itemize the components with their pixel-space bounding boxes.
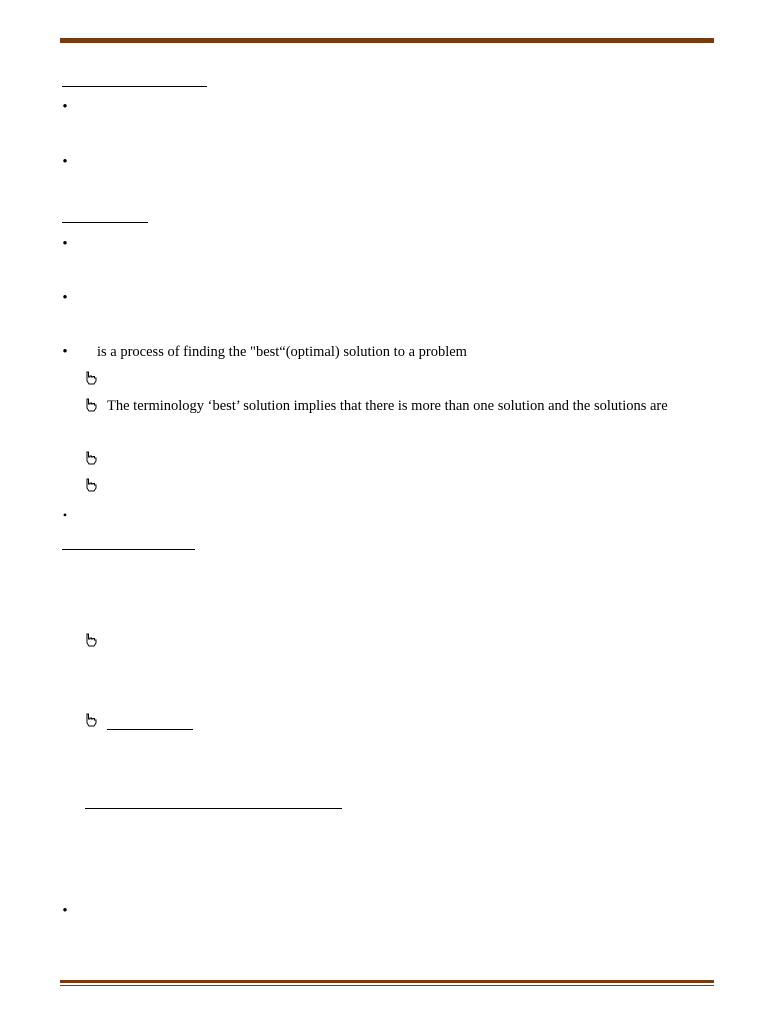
hand-pointer-icon — [85, 478, 99, 492]
section-heading-underline-2 — [62, 222, 148, 223]
bullet: • — [62, 290, 68, 306]
hand-pointer-icon — [85, 713, 99, 727]
section-heading-underline-3 — [62, 549, 195, 550]
bullet: • — [62, 99, 68, 115]
footer-rule — [60, 980, 714, 983]
section-heading-underline-1 — [62, 86, 207, 87]
subsection-heading-underline — [85, 808, 342, 809]
bullet: • — [62, 508, 68, 522]
hand-pointer-icon — [85, 398, 99, 412]
hand-pointer-icon — [85, 633, 99, 647]
hand-pointer-icon — [85, 451, 99, 465]
optimization-definition: is a process of finding the "best“(optimal) solution to a problem — [97, 344, 467, 360]
footer-rule-thin — [60, 985, 714, 986]
header-rule — [60, 38, 714, 43]
bullet: • — [62, 344, 68, 360]
bullet: • — [62, 903, 68, 919]
sub-heading-underline — [107, 729, 193, 730]
terminology-text: The terminology ‘best’ solution implies that there is more than one solution and the solutions are — [107, 398, 668, 414]
bullet: • — [62, 236, 68, 252]
bullet: • — [62, 154, 68, 170]
hand-pointer-icon — [85, 371, 99, 385]
